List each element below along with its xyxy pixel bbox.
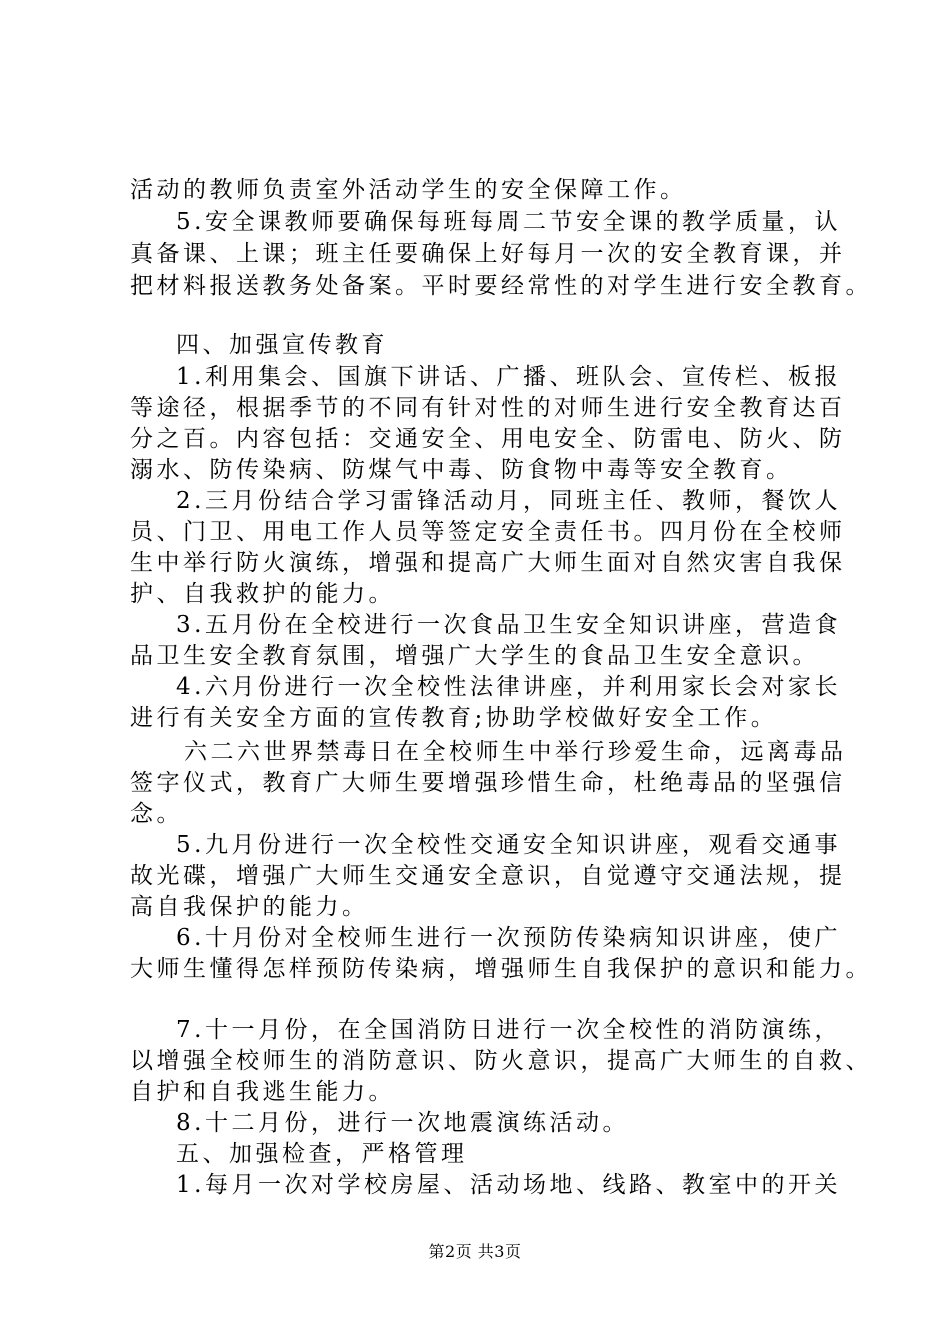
text-line: 高自我保护的能力。	[130, 894, 369, 920]
text-line: 签字仪式，教育广大师生要增强珍惜生命，杜绝毒品的坚强信	[130, 770, 846, 796]
text-line: 把材料报送教务处备案。平时要经常性的对学生进行安全教育。	[130, 273, 872, 299]
text-line: 5.九月份进行一次全校性交通安全知识讲座，观看交通事	[176, 832, 841, 858]
text-line: 7.十一月份，在全国消防日进行一次全校性的消防演练，	[176, 1017, 841, 1043]
text-line: 8.十二月份，进行一次地震演练活动。	[176, 1110, 629, 1136]
text-line: 2.三月份结合学习雷锋活动月，同班主任、教师，餐饮人	[176, 488, 841, 514]
text-line: 员、门卫、用电工作人员等签定安全责任书。四月份在全校师	[130, 519, 846, 545]
text-line: 6.十月份对全校师生进行一次预防传染病知识讲座，使广	[176, 925, 841, 951]
text-line: 1.利用集会、国旗下讲话、广播、班队会、宣传栏、板报	[176, 364, 841, 390]
text-line: 自护和自我逃生能力。	[130, 1079, 395, 1105]
text-line: 4.六月份进行一次全校性法律讲座，并利用家长会对家长	[176, 674, 841, 700]
text-line: 分之百。内容包括：交通安全、用电安全、防雷电、防火、防	[130, 426, 846, 452]
text-line: 品卫生安全教育氛围，增强广大学生的食品卫生安全意识。	[130, 643, 819, 669]
text-line: 护、自我救护的能力。	[130, 581, 395, 607]
text-line: 念。	[130, 801, 183, 827]
text-line: 故光碟，增强广大师生交通安全意识，自觉遵守交通法规，提	[130, 863, 846, 889]
text-line: 等途径，根据季节的不同有针对性的对师生进行安全教育达百	[130, 395, 846, 421]
text-line: 5.安全课教师要确保每班每周二节安全课的教学质量，认	[176, 209, 841, 235]
text-line: 活动的教师负责室外活动学生的安全保障工作。	[130, 177, 687, 203]
page-number-footer: 第2页 共3页	[428, 1242, 522, 1261]
text-line: 真备课、上课；班主任要确保上好每月一次的安全教育课，并	[130, 241, 846, 267]
text-line: 进行有关安全方面的宣传教育;协助学校做好安全工作。	[130, 705, 778, 731]
text-line: 生中举行防火演练，增强和提高广大师生面对自然灾害自我保	[130, 550, 846, 576]
section-heading: 五、加强检查，严格管理	[176, 1141, 468, 1167]
text-line: 溺水、防传染病、防煤气中毒、防食物中毒等安全教育。	[130, 457, 793, 483]
text-line: 以增强全校师生的消防意识、防火意识，提高广大师生的自救、	[130, 1048, 872, 1074]
text-line: 3.五月份在全校进行一次食品卫生安全知识讲座，营造食	[176, 612, 841, 638]
text-line: 1.每月一次对学校房屋、活动场地、线路、教室中的开关	[176, 1172, 841, 1198]
text-line: 六二六世界禁毒日在全校师生中举行珍爱生命，远离毒品	[184, 739, 847, 765]
text-line: 大师生懂得怎样预防传染病，增强师生自我保护的意识和能力。	[130, 956, 872, 982]
section-heading: 四、加强宣传教育	[176, 332, 388, 358]
